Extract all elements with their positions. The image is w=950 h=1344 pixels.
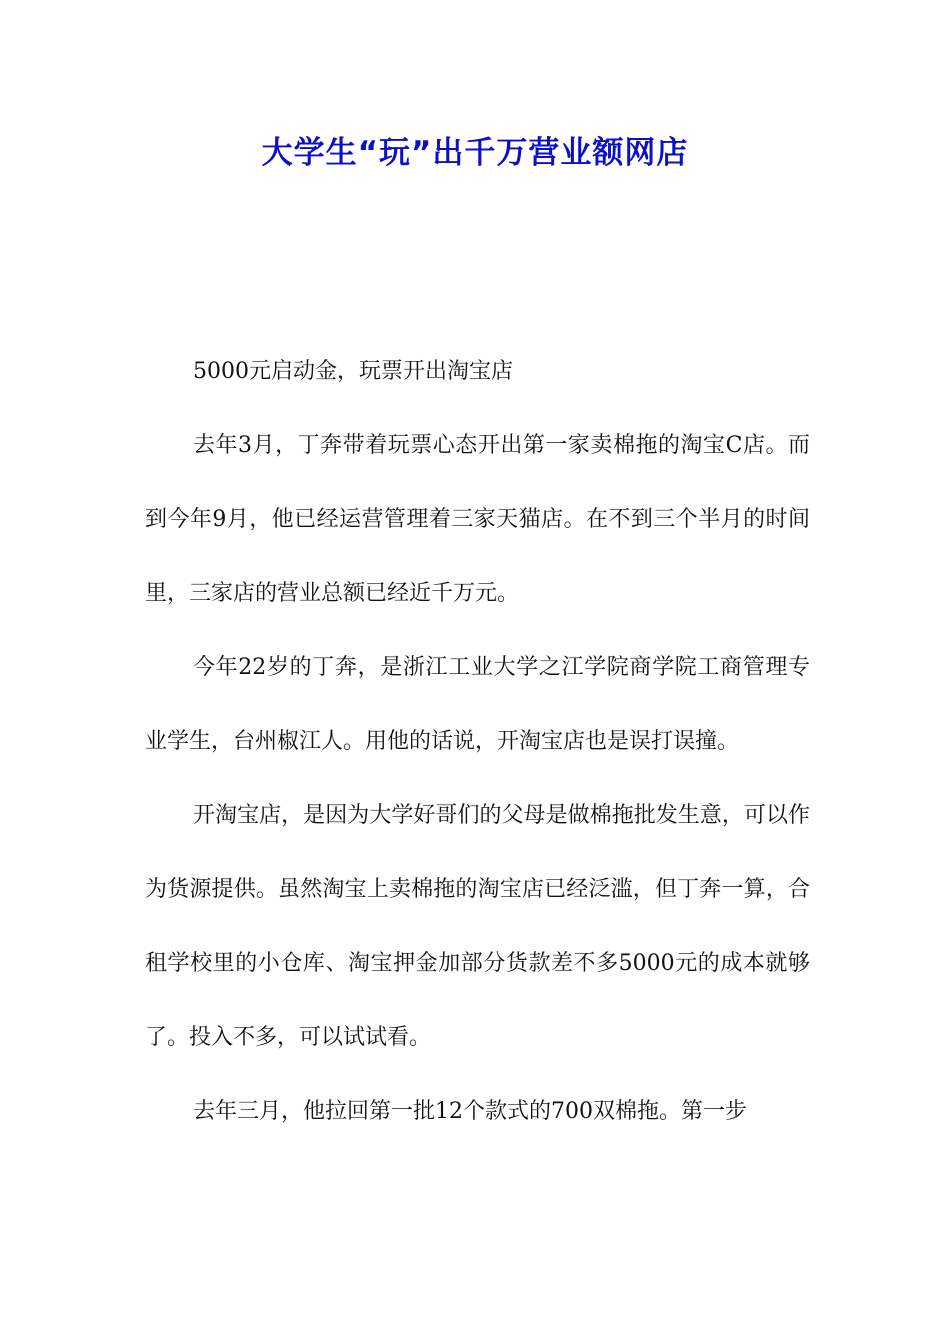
paragraph: 去年3月，丁奔带着玩票心态开出第一家卖棉拖的淘宝C店。而到今年9月，他已经运营管理着三家天猫店。在不到三个半月的时间里，三家店的营业总额已经近千万元。 [145, 433, 810, 606]
paragraph: 今年22岁的丁奔，是浙江工业大学之江学院商学院工商管理专业学生，台州椒江人。用他的话说，开淘宝店也是误打误撞。 [145, 655, 810, 754]
section-heading: 5000元启动金，玩票开出淘宝店 [193, 359, 513, 384]
document-body [145, 335, 810, 1149]
paragraph: 去年三月，他拉回第一批12个款式的700双棉拖。第一步 [193, 1099, 747, 1124]
paragraph: 开淘宝店，是因为大学好哥们的父母是做棉拖批发生意，可以作为货源提供。虽然淘宝上卖棉拖的淘宝店已经泛滥，但丁奔一算，合租学校里的小仓库、淘宝押金加部分货款差不多5000元的成本就够了。投入不多，可以试试看。 [145, 803, 810, 1050]
document-title: 大学生“玩”出千万营业额网店 [261, 135, 689, 171]
